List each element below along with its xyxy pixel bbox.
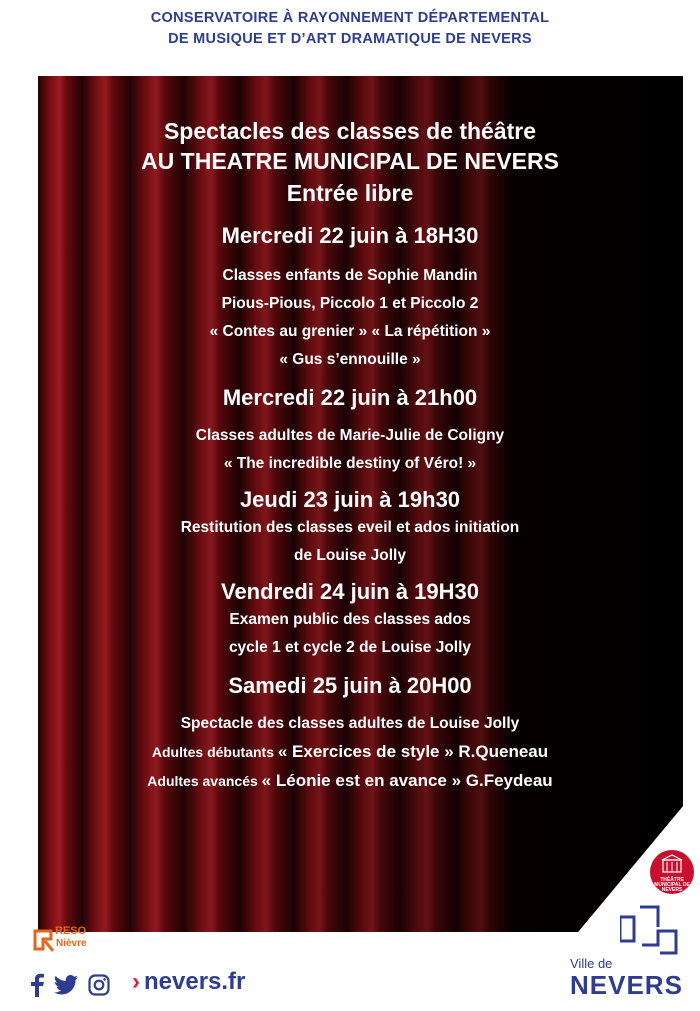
reso-logo-line-2: Nièvre [56,938,87,949]
poster-title: Spectacles des classes de théâtre [163,118,537,144]
theatre-logo [650,850,694,894]
nevers-city-logo-icon [620,905,680,955]
facebook-icon[interactable] [30,973,44,1002]
event-detail-line [38,767,662,796]
event-date: Mercredi 22 juin à 21h00 [222,385,478,410]
twitter-icon[interactable] [54,975,78,1000]
ville-de-label: Ville de [570,956,613,971]
event-detail-line [38,738,662,767]
event-date: Samedi 25 juin à 20H00 [228,673,472,698]
reso-logo-line-1: RESO [55,925,87,937]
social-links [30,972,110,1002]
event-date: Mercredi 22 juin à 18H30 [221,223,479,248]
poster-content [38,76,662,796]
event-line: Classes adultes de Marie-Julie de Coligny [195,427,505,444]
play-title: « Léonie est en avance » G.Feydeau [261,771,553,790]
header [0,8,700,50]
nevers-website-link[interactable] [132,968,245,996]
audience-label: Adultes débutants [151,744,278,760]
event-line: « The incredible destiny of Véro! » [223,455,477,472]
play-title: « Exercices de style » R.Queneau [277,742,549,761]
event-line: Examen public des classes ados [229,611,471,628]
chevron-right-icon: › [132,968,140,995]
event-line: Spectacle des classes adultes de Louise Jolly [180,715,520,732]
header-line-1: CONSERVATOIRE À RAYONNEMENT DÉPARTEMENTAL [150,10,550,26]
event-line: « Gus s’ennouille » [279,351,421,368]
event-line: « Contes au grenier » « La répétition » [209,323,491,340]
instagram-icon[interactable] [88,974,110,1001]
event-line: Classes enfants de Sophie Mandin [222,267,478,284]
nevers-link-text: nevers.fr [144,968,246,995]
ville-name: NEVERS [570,970,683,1000]
event-line: de Louise Jolly [294,547,406,564]
event-line: Pious-Pious, Piccolo 1 et Piccolo 2 [221,295,479,312]
event-date: Jeudi 23 juin à 19h30 [239,487,461,512]
poster-entry: Entrée libre [286,180,414,206]
event-line: cycle 1 et cycle 2 de Louise Jolly [228,639,472,656]
header-line-2: DE MUSIQUE ET D’ART DRAMATIQUE DE NEVERS [168,31,532,47]
theatre-logo-text: THÉÂTRE MUNICIPAL DE NEVERS [654,877,690,893]
event-date: Vendredi 24 juin à 19H30 [220,579,479,604]
audience-label: Adultes avancés [147,773,262,789]
poster-venue: AU THEATRE MUNICIPAL DE NEVERS [141,148,559,174]
event-line: Restitution des classes eveil et ados initiation [180,519,520,536]
